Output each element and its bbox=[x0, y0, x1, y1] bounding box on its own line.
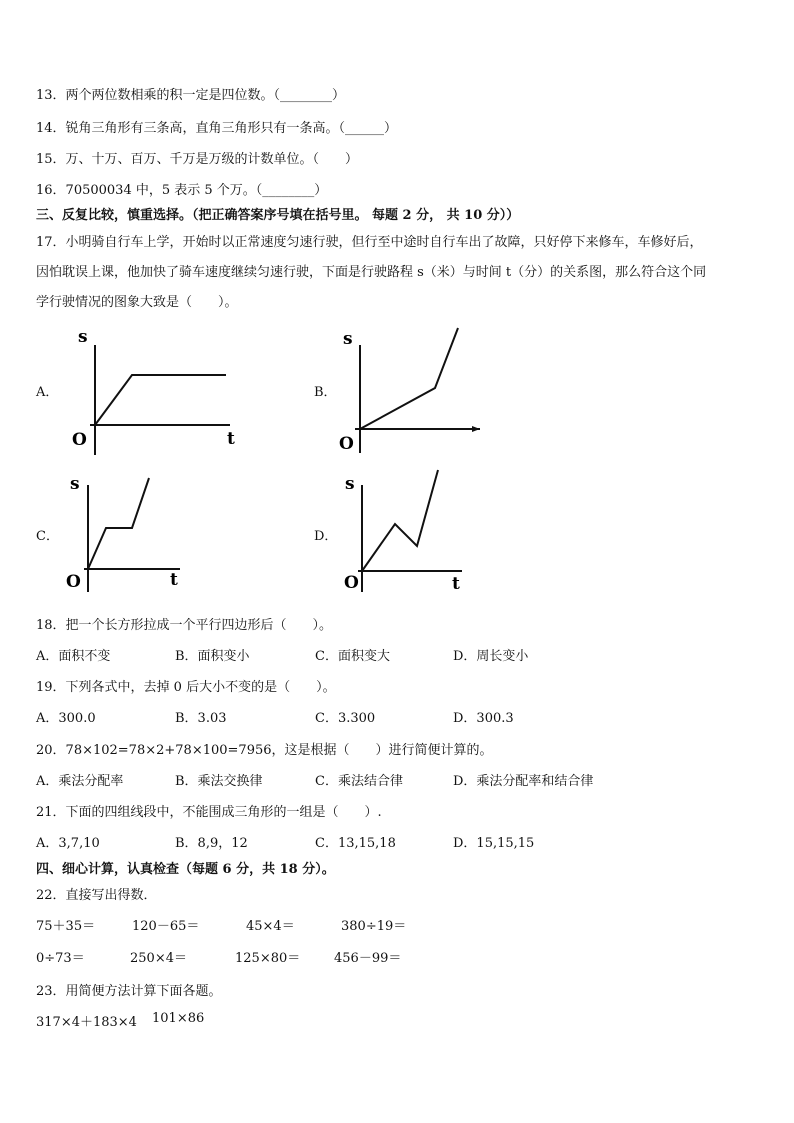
q17-line-1: 17．小明骑自行车上学，开始时以正常速度匀速行驶，但行至中途时自行车出了故障，只好停下来修车，车修好后， bbox=[36, 235, 703, 250]
t-axis-label: t bbox=[170, 570, 178, 590]
q18: 18．把一个长方形拉成一个平行四边形后（ ）。 bbox=[36, 618, 333, 633]
q18-option-c[interactable]: C．面积变大 bbox=[315, 649, 390, 664]
q21-option-a[interactable]: A．3,7,10 bbox=[36, 836, 100, 851]
graph-c-svg bbox=[60, 470, 200, 595]
q19-option-d[interactable]: D．300.3 bbox=[453, 711, 514, 726]
graph-d bbox=[335, 470, 475, 599]
s-axis-label: s bbox=[343, 329, 353, 349]
graph-a-svg bbox=[60, 325, 250, 460]
q19-option-c[interactable]: C．3.300 bbox=[315, 711, 376, 726]
graph-a-label: A． bbox=[36, 385, 59, 400]
q18-option-a[interactable]: A．面积不变 bbox=[36, 649, 111, 664]
q15: 15．万、十万、百万、千万是万级的计数单位。（ ） bbox=[36, 152, 359, 167]
graph-d-label: D． bbox=[314, 529, 338, 544]
q16: 16．70500034 中，5 表示 5 个万。（________） bbox=[36, 183, 328, 198]
calc-item: 125×80＝ bbox=[235, 951, 301, 966]
calc-item: 250×4＝ bbox=[130, 951, 187, 966]
section-4-heading: 四、细心计算，认真检查（每题 6 分，共 18 分）。 bbox=[36, 862, 335, 877]
q18-option-d[interactable]: D．周长变小 bbox=[453, 649, 529, 664]
calc-item: 45×4＝ bbox=[246, 919, 295, 934]
graph-a bbox=[60, 325, 250, 464]
calc-item: 380÷19＝ bbox=[341, 919, 407, 934]
calc-item: 75＋35＝ bbox=[36, 919, 96, 934]
q13: 13．两个两位数相乘的积一定是四位数。（________） bbox=[36, 88, 346, 103]
q20-option-b[interactable]: B．乘法交换律 bbox=[175, 774, 263, 789]
q22: 22．直接写出得数． bbox=[36, 888, 157, 903]
q20: 20．78×102=78×2+78×100=7956，这是根据（ ）进行简便计算的。 bbox=[36, 743, 493, 758]
calc-item: 0÷73＝ bbox=[36, 951, 85, 966]
origin-label: O bbox=[72, 430, 87, 450]
q14: 14．锐角三角形有三条高，直角三角形只有一条高。（______） bbox=[36, 121, 398, 136]
q21-option-b[interactable]: B．8,9，12 bbox=[175, 836, 248, 851]
origin-label: O bbox=[66, 572, 81, 592]
origin-label: O bbox=[344, 573, 359, 593]
q21-option-c[interactable]: C．13,15,18 bbox=[315, 836, 396, 851]
origin-label: O bbox=[339, 434, 354, 454]
q23: 23．用简便方法计算下面各题。 bbox=[36, 984, 222, 999]
graph-d-svg bbox=[335, 470, 475, 595]
s-axis-label: s bbox=[70, 474, 80, 494]
graph-b bbox=[325, 325, 495, 459]
s-axis-label: s bbox=[78, 327, 88, 347]
q19-option-b[interactable]: B．3.03 bbox=[175, 711, 227, 726]
q18-option-b[interactable]: B．面积变小 bbox=[175, 649, 250, 664]
q19: 19．下列各式中，去掉 0 后大小不变的是（ ）。 bbox=[36, 680, 336, 695]
q17-line-2: 因怕耽误上课，他加快了骑车速度继续匀速行驶，下面是行驶路程 s（米）与时间 t（分）的关系图，那么符合这个同 bbox=[36, 265, 707, 280]
q20-option-a[interactable]: A．乘法分配率 bbox=[36, 774, 124, 789]
graph-b-svg bbox=[325, 325, 495, 455]
q21: 21．下面的四组线段中，不能围成三角形的一组是（ ）. bbox=[36, 805, 382, 820]
graph-c bbox=[60, 470, 200, 599]
q19-option-a[interactable]: A．300.0 bbox=[36, 711, 96, 726]
s-axis-label: s bbox=[345, 474, 355, 494]
section-3-heading: 三、反复比较，慎重选择。（把正确答案序号填在括号里。 每题 2 分， 共 10 分）） bbox=[36, 208, 520, 223]
t-axis-label: t bbox=[452, 574, 460, 594]
q23-item-2: 101×86 bbox=[152, 1011, 205, 1026]
graph-c-label: C． bbox=[36, 529, 59, 544]
calc-item: 456－99＝ bbox=[334, 951, 402, 966]
t-axis-label: t bbox=[227, 429, 235, 449]
q20-option-d[interactable]: D．乘法分配率和结合律 bbox=[453, 774, 594, 789]
q23-item-1: 317×4＋183×4 bbox=[36, 1015, 137, 1030]
calc-item: 120－65＝ bbox=[132, 919, 200, 934]
q21-option-d[interactable]: D．15,15,15 bbox=[453, 836, 535, 851]
q20-option-c[interactable]: C．乘法结合律 bbox=[315, 774, 403, 789]
q17-line-3: 学行驶情况的图象大致是（ ）。 bbox=[36, 295, 238, 310]
graph-b-label: B． bbox=[314, 385, 337, 400]
